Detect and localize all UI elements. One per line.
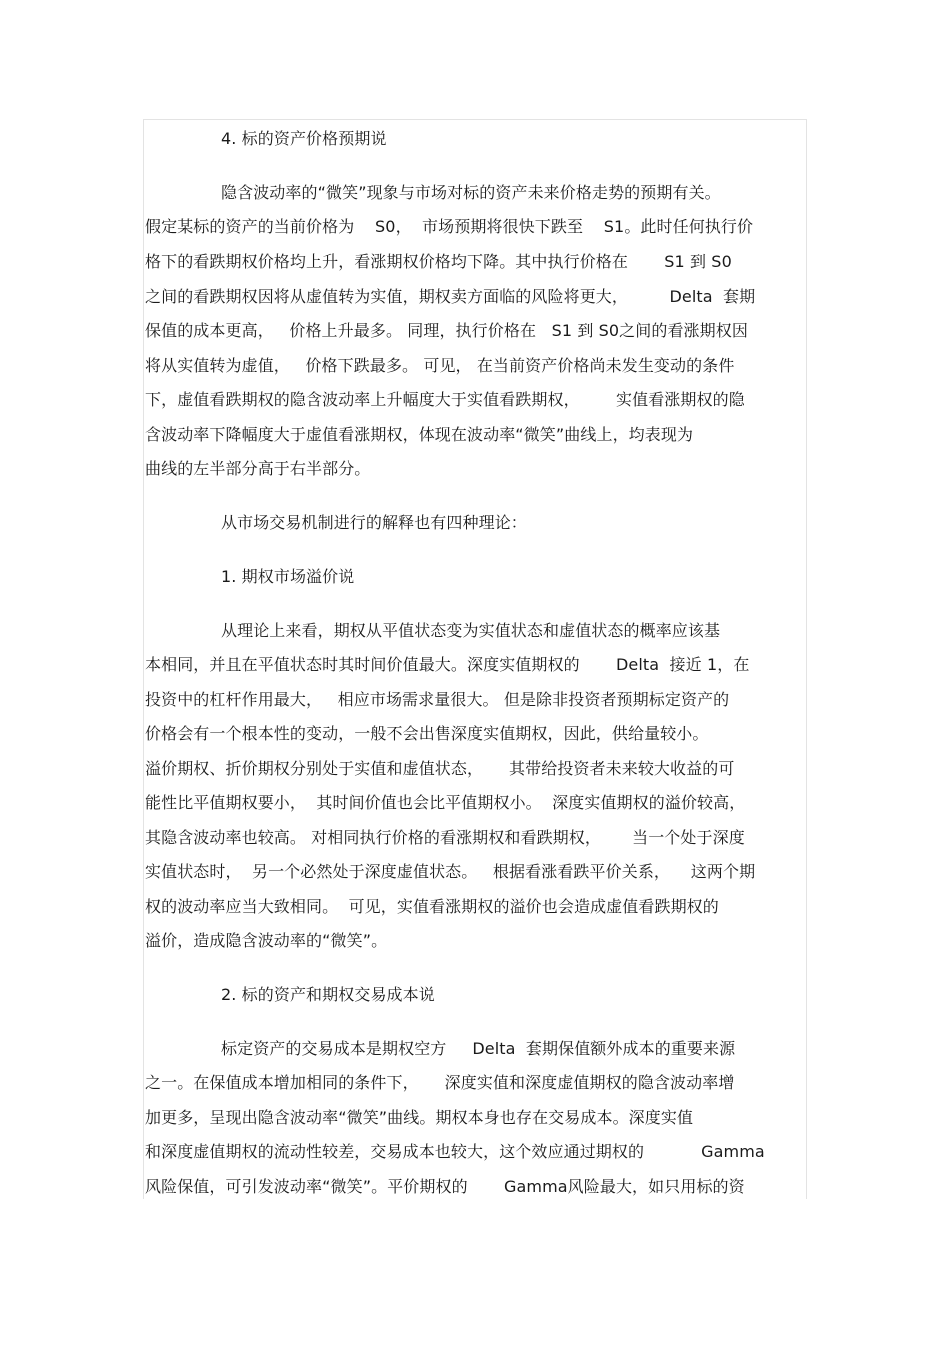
- paragraph-line: 曲线的左半部分高于右半部分。: [145, 459, 371, 478]
- section-heading: 2. 标的资产和期权交易成本说: [221, 985, 435, 1004]
- paragraph-line: 假定某标的资产的当前价格为 S0， 市场预期将很快下跌至 S1。此时任何执行价: [145, 217, 754, 236]
- paragraph-line: 和深度虚值期权的流动性较差，交易成本也较大，这个效应通过期权的 Gamma: [145, 1142, 765, 1161]
- paragraph-line: 含波动率下降幅度大于虚值看涨期权，体现在波动率“微笑”曲线上，均表现为: [145, 425, 694, 444]
- paragraph-line: 下，虚值看跌期权的隐含波动率上升幅度大于实值看跌期权， 实值看涨期权的隐: [145, 390, 745, 409]
- paragraph-line: 其隐含波动率也较高。 对相同执行价格的看涨期权和看跌期权， 当一个处于深度: [145, 828, 745, 847]
- paragraph-line: 格下的看跌期权价格均上升，看涨期权价格均下降。其中执行价格在 S1 到 S0: [145, 252, 732, 271]
- paragraph-line: 风险保值，可引发波动率“微笑”。平价期权的 Gamma风险最大，如只用标的资: [145, 1177, 745, 1196]
- paragraph-line: 投资中的杠杆作用最大， 相应市场需求量很大。 但是除非投资者预期标定资产的: [145, 690, 730, 709]
- paragraph-line: 本相同，并且在平值状态时其时间价值最大。深度实值期权的 Delta 接近 1，在: [145, 655, 750, 674]
- paragraph-line: 将从实值转为虚值， 价格下跌最多。 可见， 在当前资产价格尚未发生变动的条件: [145, 356, 735, 375]
- paragraph-line: 隐含波动率的“微笑”现象与市场对标的资产未来价格走势的预期有关。: [221, 183, 721, 202]
- document-page: [143, 119, 807, 1199]
- paragraph-line: 实值状态时， 另一个必然处于深度虚值状态。 根据看涨看跌平价关系， 这两个期: [145, 862, 756, 881]
- paragraph-line: 之一。在保值成本增加相同的条件下， 深度实值和深度虚值期权的隐含波动率增: [145, 1073, 735, 1092]
- paragraph-line: 标定资产的交易成本是期权空方 Delta 套期保值额外成本的重要来源: [221, 1039, 736, 1058]
- paragraph-line: 价格会有一个根本性的变动，一般不会出售深度实值期权，因此，供给量较小。: [145, 724, 709, 743]
- paragraph-line: 溢价期权、折价期权分别处于实值和虚值状态， 其带给投资者未来较大收益的可: [145, 759, 735, 778]
- paragraph-line: 溢价，造成隐含波动率的“微笑”。: [145, 931, 388, 950]
- paragraph-line: 之间的看跌期权因将从虚值转为实值，期权卖方面临的风险将更大， Delta 套期: [145, 287, 756, 306]
- paragraph-line: 从市场交易机制进行的解释也有四种理论：: [221, 513, 527, 532]
- section-heading: 4. 标的资产价格预期说: [221, 129, 387, 148]
- paragraph-line: 保值的成本更高， 价格上升最多。 同理，执行价格在 S1 到 S0之间的看涨期权因: [145, 321, 748, 340]
- paragraph-line: 加更多，呈现出隐含波动率“微笑”曲线。期权本身也存在交易成本。深度实值: [145, 1108, 694, 1127]
- paragraph-line: 权的波动率应当大致相同。 可见，实值看涨期权的溢价也会造成虚值看跌期权的: [145, 897, 719, 916]
- paragraph-line: 能性比平值期权要小， 其时间价值也会比平值期权小。 深度实值期权的溢价较高，: [145, 793, 746, 812]
- paragraph-line: 从理论上来看，期权从平值状态变为实值状态和虚值状态的概率应该基: [221, 621, 721, 640]
- section-heading: 1. 期权市场溢价说: [221, 567, 355, 586]
